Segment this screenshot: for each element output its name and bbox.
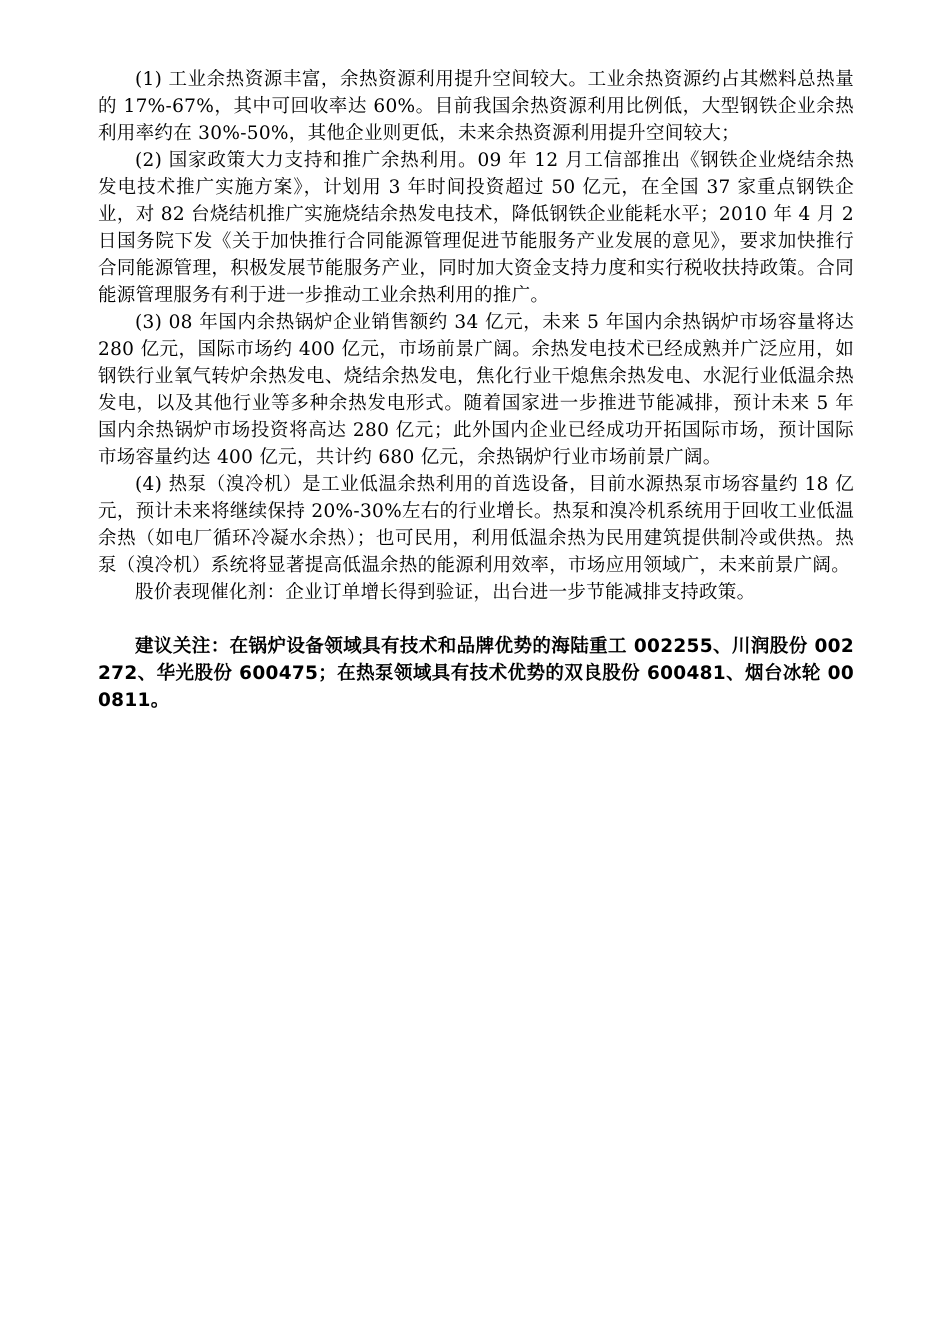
paragraph-waste-heat-resources: (1) 工业余热资源丰富，余热资源利用提升空间较大。工业余热资源约占其燃料总热量的 17%-67%，其中可回收率达 60%。目前我国余热资源利用比例低，大型钢铁企业余热利用率约在 30%-50%，其他企业则更低，未来余热资源利用提升空间较大；: [98, 69, 854, 144]
paragraph-boiler-market: (3) 08 年国内余热锅炉企业销售额约 34 亿元，未来 5 年国内余热锅炉市场容量将达 280 亿元，国际市场约 400 亿元，市场前景广阔。余热发电技术已经成熟并广泛应用，如钢铁行业氧气转炉余热发电、烧结余热发电，焦化行业干熄焦余热发电、水泥行业低温余热发电，以及其他行业等多种余热发电形式。随着国家进一步推进节能减排，预计未来 5 年国内余热锅炉市场投资将高达 280 亿元；此外国内企业已经成功开拓国际市场，预计国际市场容量约达 400 亿元，共计约 680 亿元，余热锅炉行业市场前景广阔。: [98, 312, 854, 468]
paragraph-policy-support: (2) 国家政策大力支持和推广余热利用。09 年 12 月工信部推出《钢铁企业烧结余热发电技术推广实施方案》，计划用 3 年时间投资超过 50 亿元，在全国 37 家重点钢铁企业，对 82 台烧结机推广实施烧结余热发电技术，降低钢铁企业能耗水平；2010 年 4 月 2 日国务院下发《关于加快推行合同能源管理促进节能服务产业发展的意见》，要求加快推行合同能源管理，积极发展节能服务产业，同时加大资金支持力度和实行税收扶持政策。合同能源管理服务有利于进一步推动工业余热利用的推广。: [98, 150, 854, 306]
recommendation-text: 建议关注：在锅炉设备领域具有技术和品牌优势的海陆重工 002255、川润股份 002272、华光股份 600475；在热泵领域具有技术优势的双良股份 600481、烟台冰轮 000811。: [98, 636, 854, 711]
paragraph-catalyst: 股价表现催化剂：企业订单增长得到验证，出台进一步节能减排支持政策。: [135, 582, 756, 603]
document-body: [98, 66, 854, 714]
paragraph-heat-pump: (4) 热泵（溴冷机）是工业低温余热利用的首选设备，目前水源热泵市场容量约 18 亿元，预计未来将继续保持 20%-30%左右的行业增长。热泵和溴冷机系统用于回收工业低温余热（如电厂循环冷凝水余热）；也可民用，利用低温余热为民用建筑提供制冷或供热。热泵（溴冷机）系统将显著提高低温余热的能源利用效率，市场应用领域广，未来前景广阔。: [98, 474, 854, 576]
